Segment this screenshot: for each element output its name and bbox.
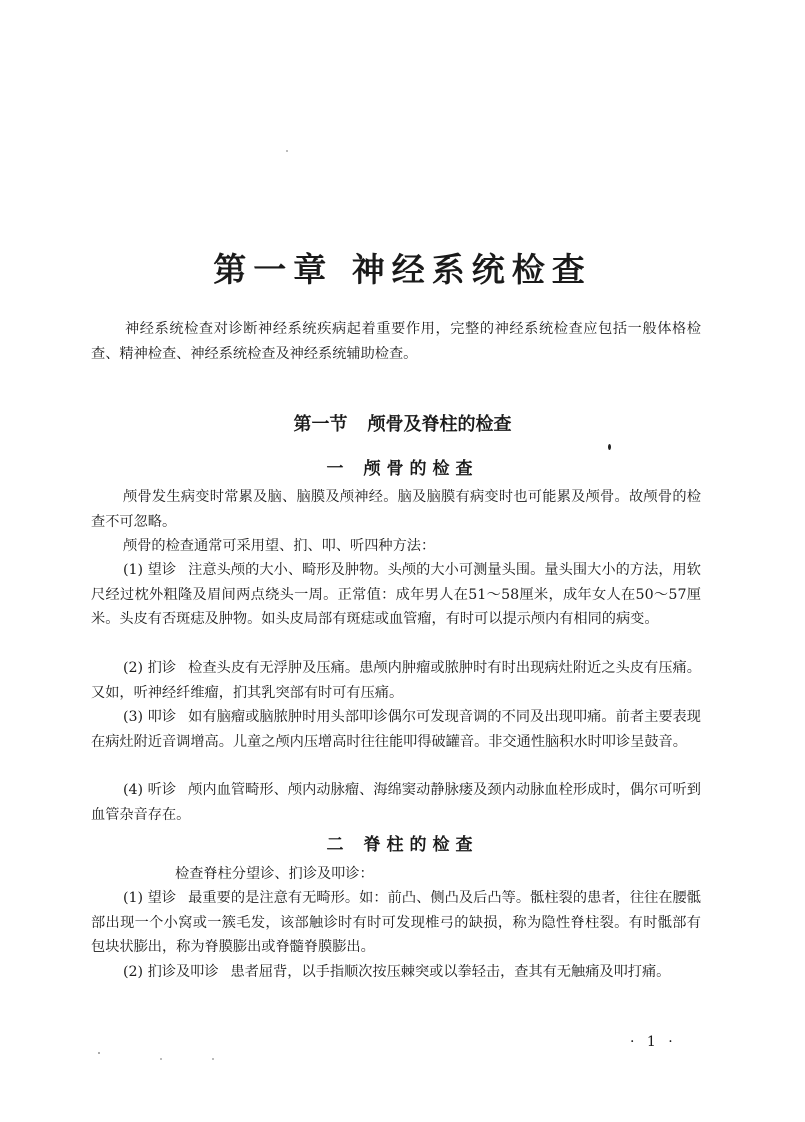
item-label: (1) 望诊: [123, 562, 177, 578]
subsection-name-spine: 脊柱的检查: [363, 835, 479, 855]
scan-speck: [608, 444, 611, 450]
skull-paragraph-2: 颅骨的检查通常可采用望、扪、叩、听四种方法：: [123, 538, 436, 554]
subsection-title-spine: [0, 830, 805, 855]
item-label: (3) 叩诊: [123, 709, 177, 725]
subsection-name-skull: 颅骨的检查: [363, 459, 479, 479]
item-text: 注意头颅的大小、畸形及肿物。头颅的大小可测量头围。量头围大小的方法，用软尺经过枕外粗隆及眉间两点绕头一周。正常值：成年男人在51～58厘米，成年女人在50～57厘米。头皮有否斑痣及肿物。如头皮局部有斑痣或血管瘤，有时可以提示颅内有相同的病变。: [91, 562, 701, 627]
item-label: (4) 听诊: [123, 782, 177, 798]
section-name: 颅骨及脊柱的检查: [367, 414, 512, 435]
item-label: (2) 扪诊: [123, 660, 177, 676]
section-number: 第一节: [293, 414, 348, 435]
item-text: 检查头皮有无浮肿及压痛。患颅内肿瘤或脓肿时有时出现病灶附近之头皮有压痛。又如，听神经纤维瘤，扪其乳突部有时可有压痛。: [91, 660, 701, 701]
section-title: [0, 410, 805, 436]
subsection-number-skull: 一: [326, 459, 350, 479]
item-text: 患者屈背，以手指顺次按压棘突或以拳轻击，查其有无触痛及叩打痛。: [230, 964, 671, 980]
item-text: 颅内血管畸形、颅内动脉瘤、海绵窦动静脉瘘及颈内动脉血栓形成时，偶尔可听到血管杂音存在。: [91, 782, 701, 823]
item-label: (2) 扪诊及叩诊: [123, 964, 219, 980]
scan-speck: [98, 1052, 100, 1054]
skull-item-palpation: [91, 656, 701, 705]
item-text: 如有脑瘤或脑脓肿时用头部叩诊偶尔可发现音调的不同及出现叩痛。前者主要表现在病灶附近音调增高。儿童之颅内压增高时往往能叩得破罐音。非交通性脑积水时叩诊呈鼓音。: [91, 709, 701, 750]
page-number: · 1 ·: [630, 1034, 677, 1050]
scan-speck: [286, 150, 288, 152]
skull-item-inspection: [91, 558, 701, 632]
skull-item-percussion: [91, 705, 701, 754]
spine-paragraph-1: 检查脊柱分望诊、扪诊及叩诊：: [175, 866, 374, 882]
subsection-number-spine: 二: [326, 835, 350, 855]
spine-item-inspection: [91, 886, 701, 960]
scan-speck: [212, 1058, 214, 1060]
skull-item-auscultation: [91, 778, 701, 827]
skull-paragraph-1: 颅骨发生病变时常累及脑、脑膜及颅神经。脑及脑膜有病变时也可能累及颅骨。故颅骨的检查不可忽略。: [91, 489, 701, 530]
scan-speck: [160, 1058, 162, 1060]
intro-paragraph: 神经系统检查对诊断神经系统疾病起着重要作用，完整的神经系统检查应包括一般体格检查、精神检查、神经系统检查及神经系统辅助检查。: [91, 321, 701, 362]
chapter-title: 第一章 神经系统检查: [213, 250, 592, 289]
item-text: 最重要的是注意有无畸形。如：前凸、侧凸及后凸等。骶柱裂的患者，往往在腰骶部出现一个小窝或一簇毛发，该部触诊时有时可发现椎弓的缺损，称为隐性脊柱裂。有时骶部有包块状膨出，称为脊膜膨出或脊髓脊膜膨出。: [91, 890, 701, 955]
subsection-title-skull: [0, 454, 805, 479]
spine-item-palpation-percussion: [91, 960, 701, 985]
item-label: (1) 望诊: [123, 890, 177, 906]
